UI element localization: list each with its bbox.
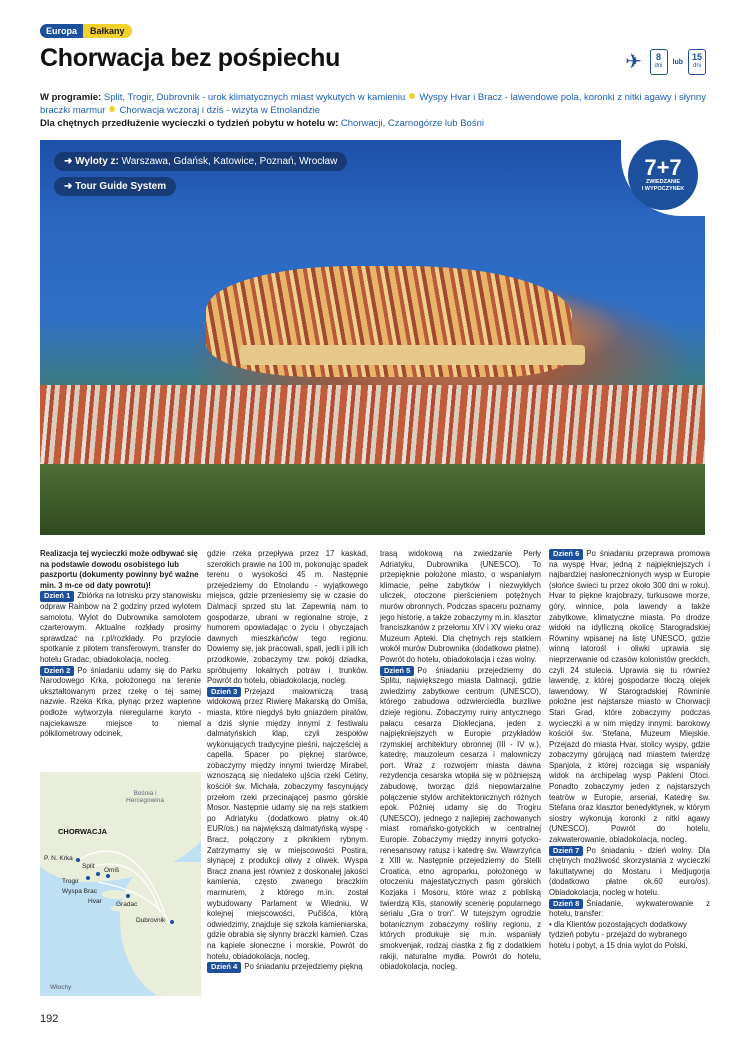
page-title: Chorwacja bez pośpiechu	[40, 44, 341, 72]
region-tag: Europa	[40, 24, 83, 38]
tour-type-badge: 7+7 ZWIEDZANIE I WYPOCZYNEK	[621, 140, 705, 216]
document-note: Realizacja tej wycieczki może odbywać się na podstawie dowodu osobistego lub paszportu (dokumenty powinny być ważne min. 3 m-ce od daty powrotu)!	[40, 549, 199, 590]
day-6-label: Dzień 6	[549, 549, 583, 560]
days-8-badge: 8 dni	[650, 49, 668, 75]
day-2-label: Dzień 2	[40, 666, 74, 677]
day-3-label: Dzień 3	[207, 687, 241, 698]
plane-icon: ✈	[625, 51, 642, 73]
day-4-label: Dzień 4	[207, 962, 241, 973]
text-column-4: Dzień 6 Po śniadaniu przeprawa promowa na wyspę Hvar, jedną z najpiękniejszych i najbardziej nasłonecznionych wysp w Europie (słońce świeci tu przez około 300 dni w roku). Hvar to piękne krajobrazy, turkusowe morze, góry, winnice, pola lawendy a także zabytkowe, klimatyczne miasta. Po drodze widoki na idylliczną okolicę Starogradskiej Równiny wpisanej na listę UNESCO, gdzie winną latorośl i oliwki uprawia się nieprzerwanie od czasów kolonistów greckich, czyli 24 stulecia. Uprawia się tu również lawendę, z której gospodarze tłoczą olejek lawendowy. W Starogradskiej Równinie położne jest najstarsze miasto w Chorwacji Stari Grad, które zobaczymy podczas wycieczki a w nim między innymi: barokowy kościół św. Stefana, Muzeum Miejskie. Przejazd do miasta Hvar, stolicy wyspy, gdzie zobaczymy górującą nad miastem twierdzę Spanjola, z której rozciąga się wspaniały widok na archipelag wysp Pakleni Otoci. Ponadto zobaczymy jeden z najstarszych teatrów w Europie, arsenał, Katedrę św. Stefana oraz klasztor benedyktynek, w którym siostry wykonują koronki z nitki agawy (UNESCO). Powrót do hotelu, zakwaterowanie, obiadokolacja, nocleg. Dzień 7 Po śniadaniu - dzień wolny. Dla chętnych możliwość skorzystania z wycieczki fakultatywnej do Mostaru i Medjugorja (dodatkowo płatne ok.60 euro/os). Obiadokolacja, nocleg w hotelu. Dzień 8 Śniadanie, wykwaterowanie z hotelu, transfer: • dla Klientów pozostających dodatkowy tydzień pobytu - przejazd do wybranego hotelu i pobyt, a 15 dnia wylot do Polski,	[549, 549, 710, 950]
map-country-label: CHORWACJA	[58, 827, 108, 836]
or-label: lub	[672, 58, 683, 66]
day-1-label: Dzień 1	[40, 591, 74, 602]
days-15-badge: 15 dni	[688, 49, 706, 75]
subregion-tag: Bałkany	[83, 24, 132, 38]
route-map: Bośnia i Hercegowina CHORWACJA P. N. Krka Split Omiš Trogir Wyspa Brac Hvar Gradac Dubrovnik Włochy	[40, 772, 201, 996]
tour-guide-pill: ➜ Tour Guide System	[54, 177, 176, 196]
program-summary: W programie: Split, Trogir, Dubrovnik - urok klimatycznych miast wykutych w kamieniu Wyspy Hvar i Bracz - lawendowe pola, koronki z nitki agawy i słynny braczki marmur Chorwacja wczoraj i dziś - wizyta w Etnolandzie Dla chętnych przedłużenie wycieczki o tydzień pobytu w hotelu w: Chorwacji, Czarnogórze lub Bośni	[40, 92, 706, 129]
day-7-label: Dzień 7	[549, 846, 583, 857]
trip-info-icons	[623, 49, 707, 75]
region-tags	[40, 24, 132, 38]
text-column-2: gdzie rzeka przepływa przez 17 kaskad, szerokich prawie na 100 m, pokonując spadek terenu o wysokości 45 m. Następnie przejedziemy do Etnolandu - wyjątkowego miejsca, gdzie przeniesiemy się w czasie do Dalmacji sprzed stu lat. Zapewnią nam to gospodarze, ubrani w regionalne stroje, z humorem opowiadając o życiu i obyczajach dawnych mieszkańców tego regionu. Dowiemy się, jak pracowali, spali, jedli i pili ich przodkowie, zobaczymy tzw. pokój dziadka, spróbujemy lokalnych potraw i trunków. Powrót do hotelu, obiadokolacja, nocleg. Dzień 3 Przejazd malowniczą trasą widokową przez Riwierę Makarską do Omiša, miasta, które niegdyś było gniazdem piratów, a dziś słynie między innymi z festiwalu dalmatyńskich klap, czyli zespołów wykonujących tradycyjne pieśni, najczęściej a capella. Spacer po pięknej starówce, zobaczymy między innymi twierdzę Mirabel, wznoszącą się niedaleko ujścia rzeki Cetiny, kościół św. Michała, zobaczymy fascynujący przełom rzeki przecinającej pasmo górskie Mosor. Następnie udamy się na rejs statkiem po Adriatyku (dodatkowo płatny ok.40 EUR/os.) na największą dalmatyńską wyspę - Bracz, połączony z piknikiem rybnym. Zatrzymamy się w miejscowości Postira, słynącej z produkcji oliwy z oliwek. Wyspa Bracz znana jest również z doskonałej jakości kamienia, często zwanego braczkim marmurem, z którego m.in. został wybudowany Parlament w Wiedniu. W kolejnej miejscowości, Pučišća, którą odwiedzimy, znajduje się szkoła kamieniarska, gdzie obrabia się słynny braczki kamień. Czas na kąpiele słoneczne i morskie. Powrót do hotelu, obiadokolacja, nocleg. Dzień 4 Po śniadaniu przejedziemy piękną	[207, 549, 368, 972]
page-number: 192	[40, 1013, 59, 1025]
day-5-label: Dzień 5	[380, 666, 414, 677]
hero-photo-dubrovnik	[40, 140, 705, 535]
text-column-3: trasą widokową na zwiedzanie Perły Adriatyku, Dubrownika (UNESCO). To przepięknie położone miasto, o wspaniałym klimacie, pełne zabytków i niezwykłych uliczek, otoczone pierścieniem potężnych murów obronnych. Podczas spaceru poznamy jego historię, a także zobaczymy m.in. klasztor franciszkanów z przełomu XIV i XV wieku oraz Muzeum Apteki. Dla chętnych rejs statkiem wokół murów Dubrownika (dodatkowo płatne). Powrót do hotelu, obiadokolacja i czas wolny. Dzień 5 Po śniadaniu przejedziemy do Splitu, największego miasta Dalmacji, gdzie zwiedzimy zabytkowe centrum (UNESCO), którego zabudowa odzwierciedla burzliwe dzieje regionu. Zobaczymy ruiny antycznego pałacu cesarza Dioklecjana, jeden z najpiękniejszych w Europie przykładów rzymskiej architektury obronnej (III - IV w.), katedrę, mauzoleum cesarza i malowniczy port. Wraz z rozwojem miasta dawna rezydencja cesarska wtopiła się w późniejszą zabudowę, tworząc dziś niepowtarzalne połączenie stylów architektonicznych różnych epok. Później udamy się do Trogiru (UNESCO), jednego z najlepiej zachowanych miast romańsko-gotyckich w centralnej Europie. Zobaczymy między innymi gotycko-renesansowy ratusz i katedrę św. Wawrzyńca z XIII w. Następnie przejedziemy do Stelli Croatica, etno agroparku, położonego w otoczeniu majestatycznych pasm górskich Kozjaka i Mosoru, które wraz z pobliską twierdzą Klis, stanowiły scenerię popularnego serialu „Gra o tron”. W tutejszym ogrodzie botanicznym zobaczymy rośliny regionu, z których produkuje się m.in. wspaniały smokvenjak, rodzaj ciastka z fig z dodatkiem rakiji, naturalne mydła. Powrót do hotelu, obiadokolacja, nocleg.	[380, 549, 541, 972]
text-column-1: Realizacja tej wycieczki może odbywać się na podstawie dowodu osobistego lub paszportu (dokumenty powinny być ważne min. 3 m-ce od daty powrotu)! Dzień 1 Zbiórka na lotnisku przy stanowisku odpraw Rainbow na 2 godziny przed wylotem samolotu. Wylot do Dubrownika samolotem czarterowym. Aktualne rozkłady prosimy sprawdzać na r.pl/rozkłady. Po przylocie spotkanie z pilotem transferowym, transfer do hotelu Gradac, obiadokolacja, nocleg. Dzień 2 Po śniadaniu udamy się do Parku Narodowego Krka, położonego na terenie ukształtowanym przez rzekę o tej samej nazwie. Rzeka Krka, płynąc przez wapienne podłoże wytworzyła nieregularne koryto - najciekawsze miejsce to niemal półkilometrowy odcinek,	[40, 549, 201, 739]
day-8-label: Dzień 8	[549, 899, 583, 910]
flights-pill: ➜ Wyloty z: Warszawa, Gdańsk, Katowice, Poznań, Wrocław	[54, 152, 347, 171]
